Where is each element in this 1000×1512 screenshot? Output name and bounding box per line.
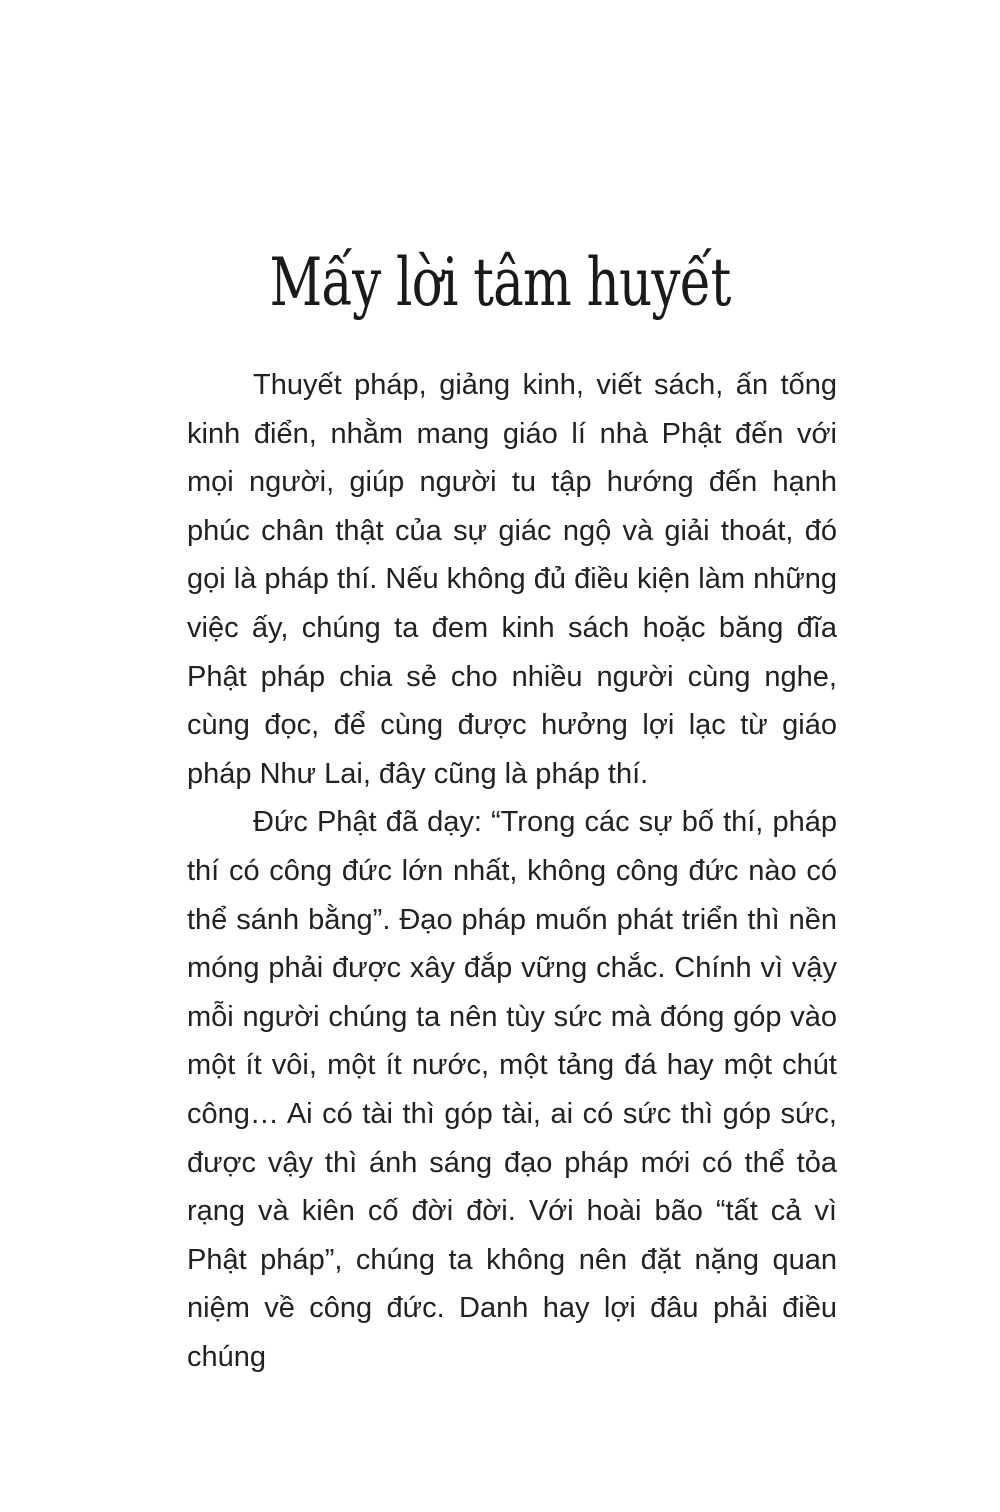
body-text <box>187 361 837 1381</box>
paragraph-1: Thuyết pháp, giảng kinh, viết sách, ấn tống kinh điển, nhằm mang giáo lí nhà Phật đến với mọi người, giúp người tu tập hướng đến hạnh phúc chân thật của sự giác ngộ và giải thoát, đó gọi là pháp thí. Nếu không đủ điều kiện làm những việc ấy, chúng ta đem kinh sách hoặc băng đĩa Phật pháp chia sẻ cho nhiều người cùng nghe, cùng đọc, để cùng được hưởng lợi lạc từ giáo pháp Như Lai, đây cũng là pháp thí. <box>187 369 837 790</box>
paragraph-2: Đức Phật đã dạy: “Trong các sự bố thí, pháp thí có công đức lớn nhất, không công đức nào có thể sánh bằng”. Đạo pháp muốn phát triển thì nền móng phải được xây đắp vững chắc. Chính vì vậy mỗi người chúng ta nên tùy sức mà đóng góp vào một ít vôi, một ít nước, một tảng đá hay một chút công… Ai có tài thì góp tài, ai có sức thì góp sức, được vậy thì ánh sáng đạo pháp mới có thể tỏa rạng và kiên cố đời đời. Với hoài bão “tất cả vì Phật pháp”, chúng ta không nên đặt nặng quan niệm về công đức. Danh hay lợi đâu phải điều chúng <box>187 806 837 1373</box>
page-title: Mấy lời tâm huyết <box>269 244 731 321</box>
